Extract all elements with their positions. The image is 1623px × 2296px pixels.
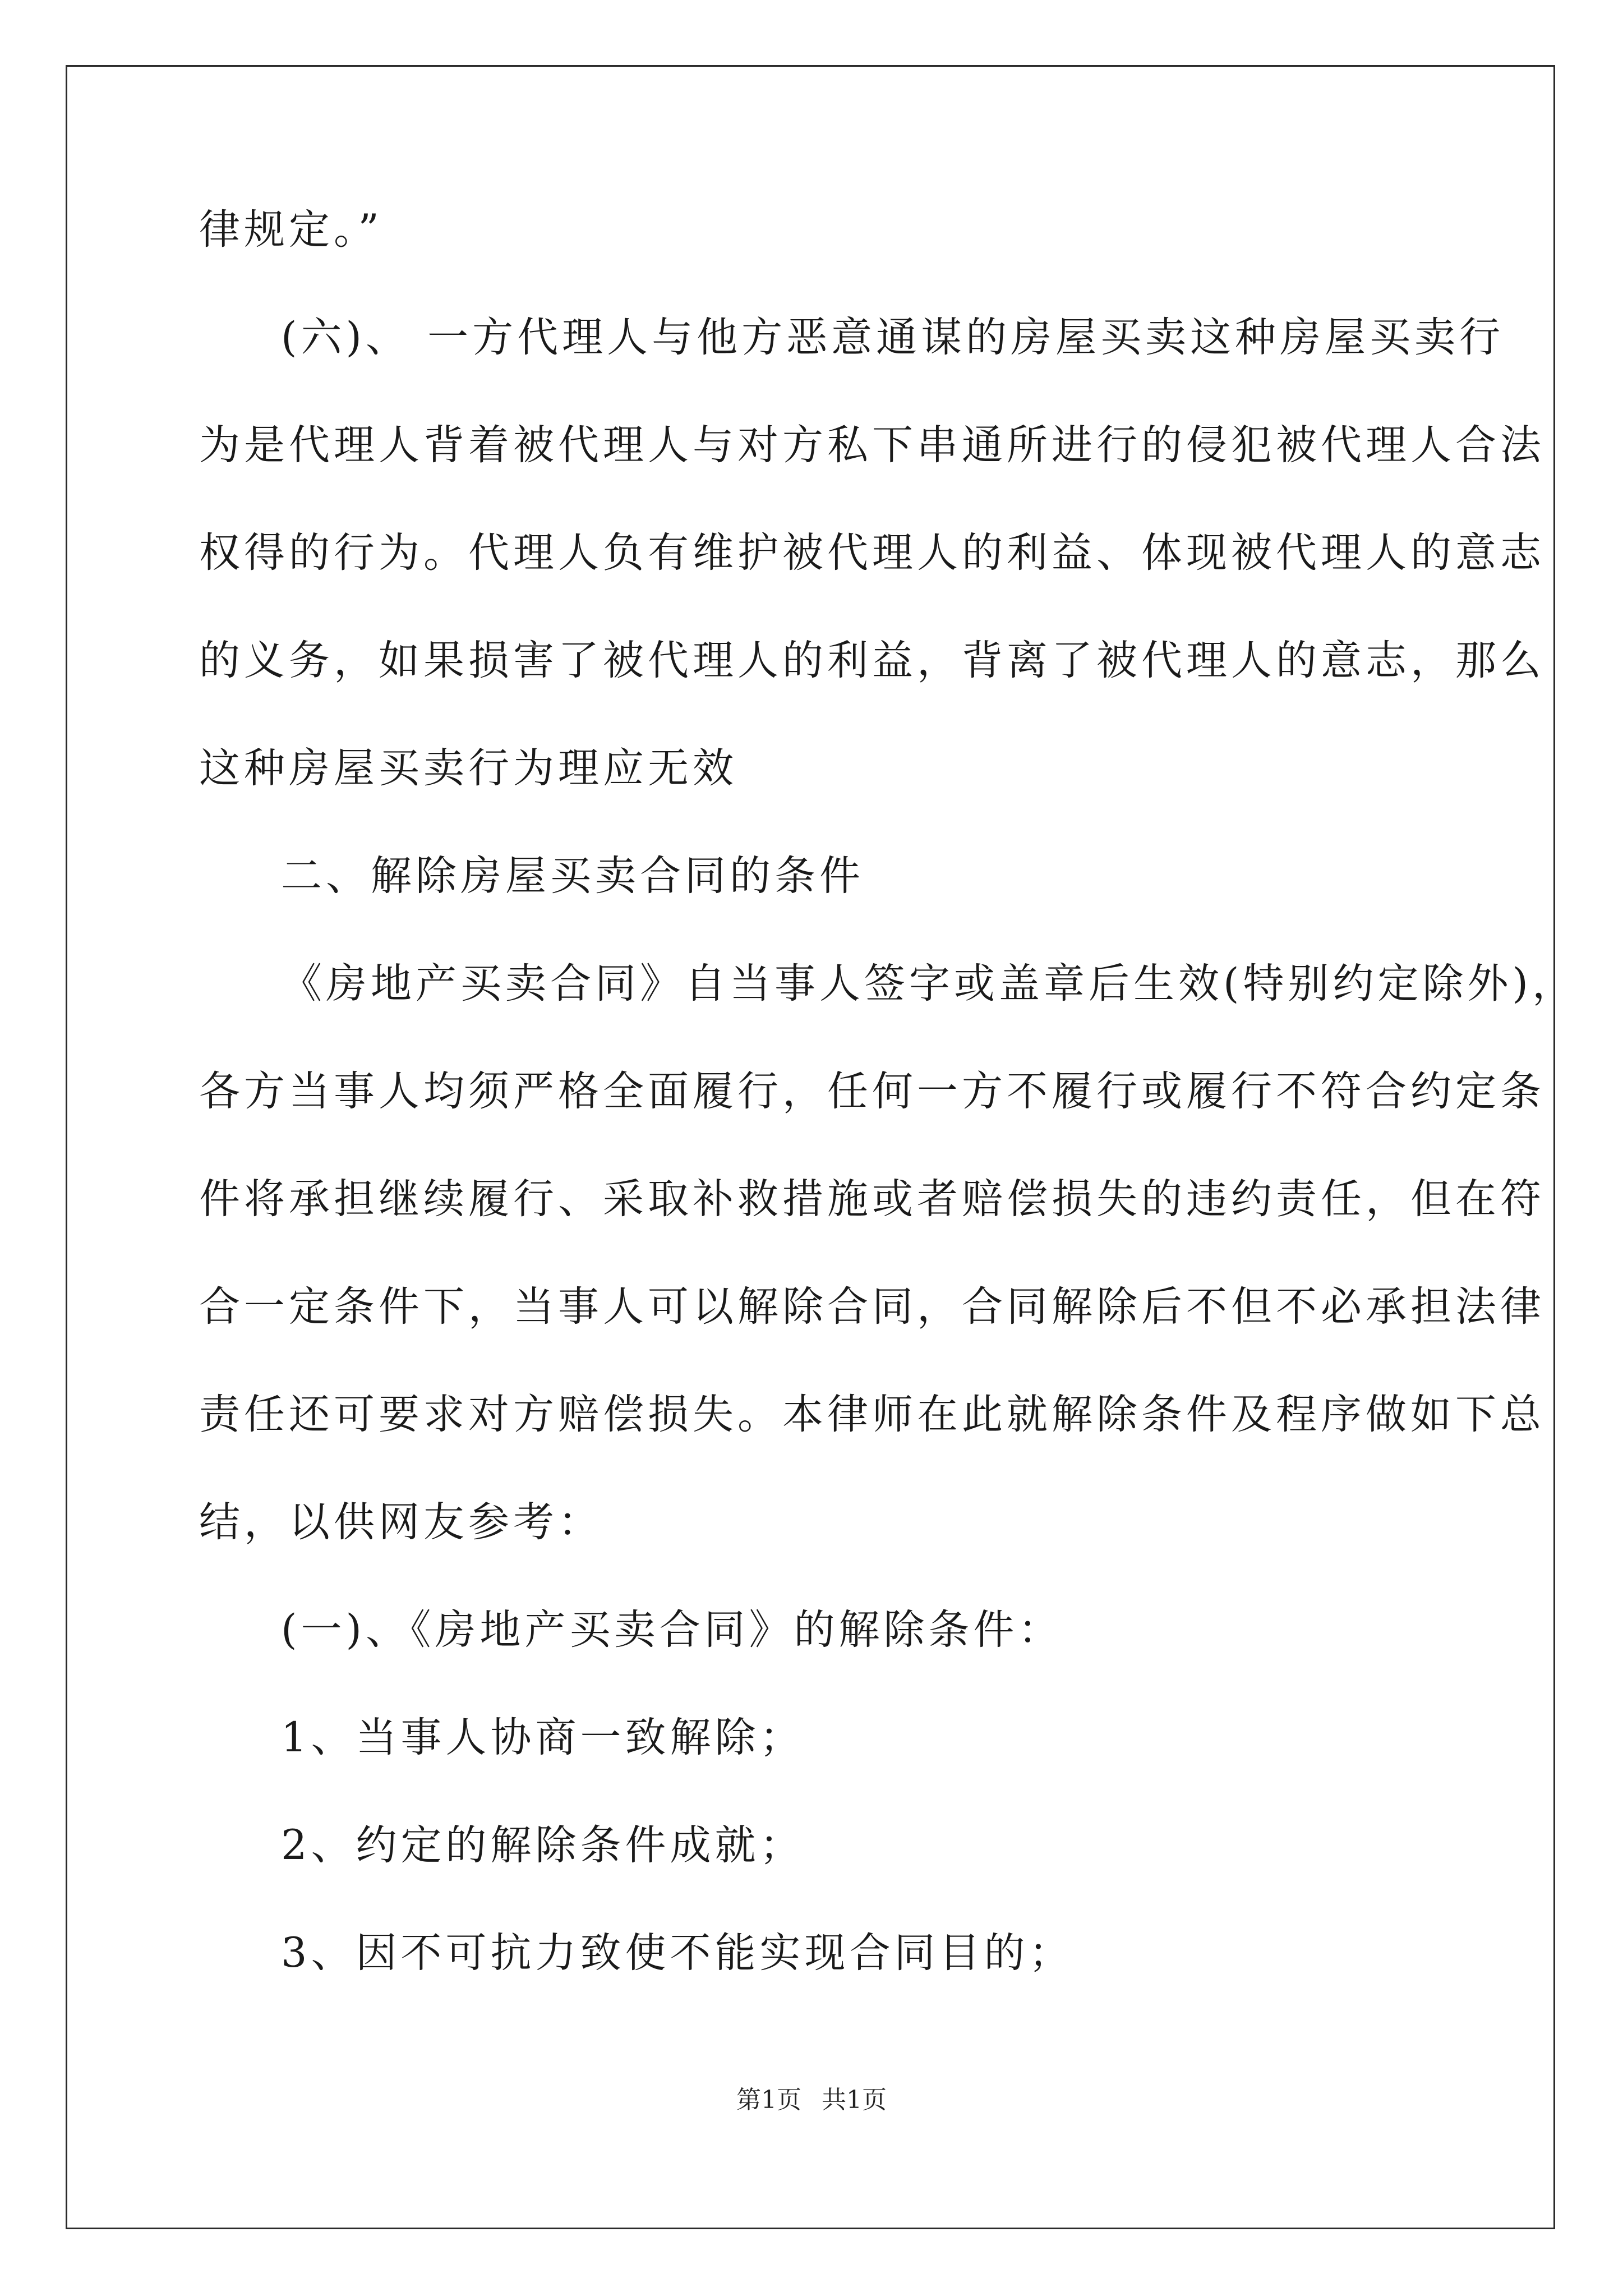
paragraph-line-1: 《房地产买卖合同》自当事人签字或盖章后生效(特别约定除外)， bbox=[281, 960, 1577, 1007]
text-line: 责任还可要求对方赔偿损失。本律师在此就解除条件及程序做如下总 bbox=[199, 1391, 1545, 1438]
text-line: 件将承担继续履行、采取补救措施或者赔偿损失的违约责任，但在符 bbox=[199, 1175, 1545, 1223]
text-line: 律规定。” bbox=[199, 206, 383, 254]
list-item: 1、当事人协商一致解除； bbox=[281, 1714, 805, 1761]
page-footer bbox=[0, 2083, 1623, 2117]
page-border bbox=[66, 65, 1555, 2229]
page-number: 第1页 bbox=[736, 2086, 801, 2114]
section-heading: 二、解除房屋买卖合同的条件 bbox=[281, 852, 864, 900]
text-line: 权得的行为。代理人负有维护被代理人的利益、体现被代理人的意志 bbox=[199, 529, 1545, 577]
paragraph-6-line-1: (六)、 一方代理人与他方恶意通谋的房屋买卖这种房屋买卖行 bbox=[281, 314, 1505, 361]
list-item: 3、因不可抗力致使不能实现合同目的； bbox=[281, 1929, 1074, 1977]
text-line: 的义务，如果损害了被代理人的利益，背离了被代理人的意志，那么 bbox=[199, 637, 1545, 684]
list-item: 2、约定的解除条件成就； bbox=[281, 1821, 805, 1869]
text-line: 各方当事人均须严格全面履行，任何一方不履行或履行不符合约定条 bbox=[199, 1068, 1545, 1115]
page-total: 共1页 bbox=[822, 2086, 887, 2114]
text-line: 这种房屋买卖行为理应无效 bbox=[199, 744, 737, 792]
subsection-heading: (一)、《房地产买卖合同》的解除条件： bbox=[281, 1606, 1063, 1654]
text-line: 合一定条件下，当事人可以解除合同，合同解除后不但不必承担法律 bbox=[199, 1283, 1545, 1331]
text-line: 结，以供网友参考： bbox=[199, 1498, 603, 1546]
text-line: 为是代理人背着被代理人与对方私下串通所进行的侵犯被代理人合法 bbox=[199, 421, 1545, 469]
